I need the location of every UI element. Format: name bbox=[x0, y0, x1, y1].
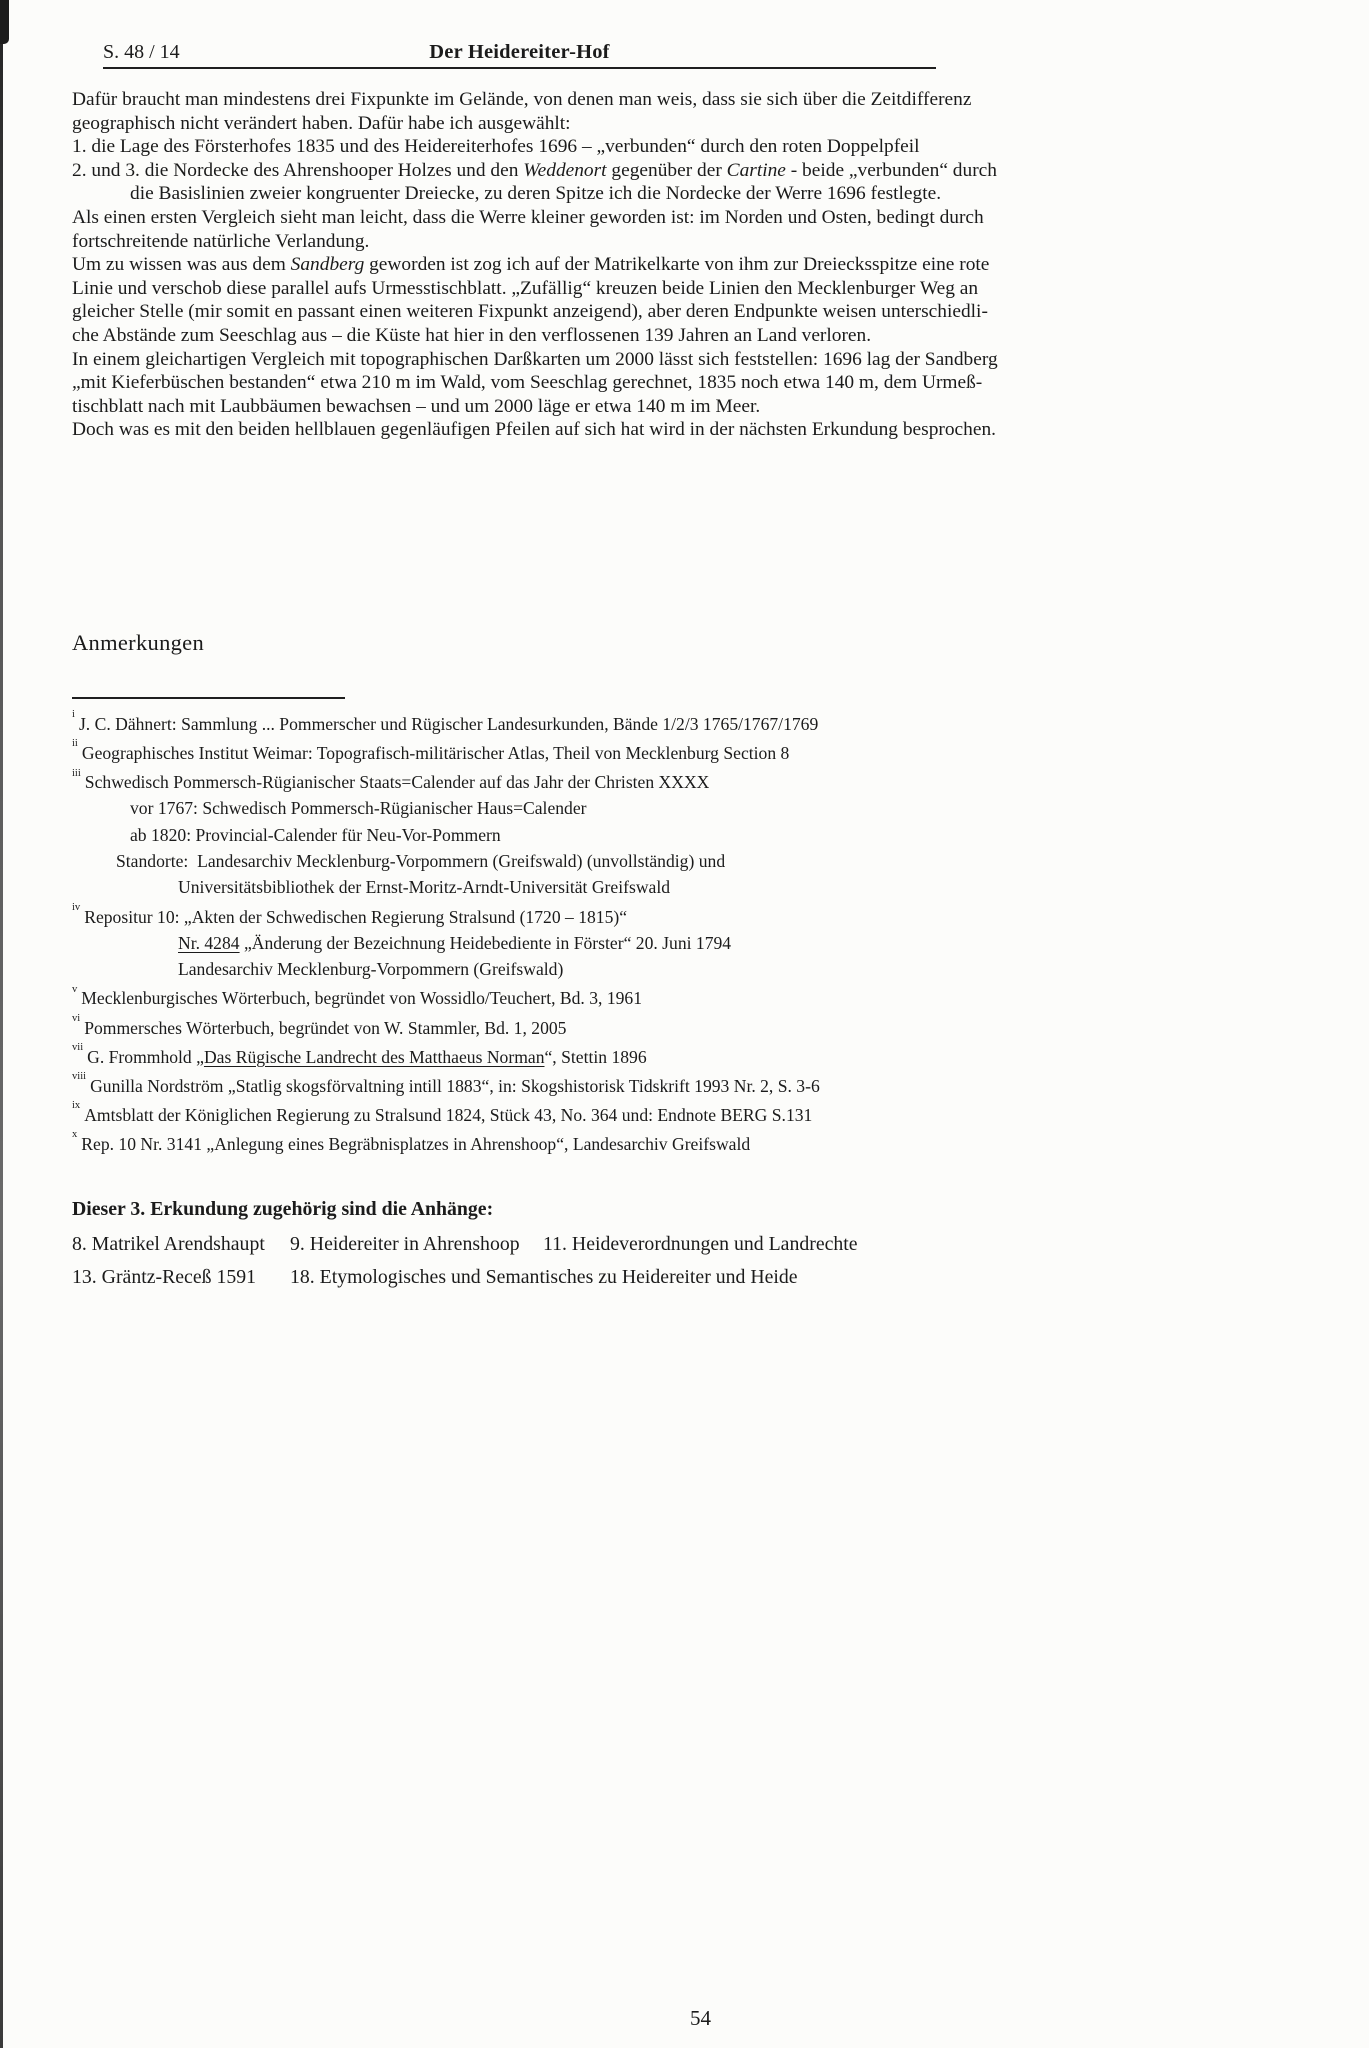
body-line bbox=[72, 182, 992, 206]
body-line bbox=[72, 348, 998, 372]
text-segment: Gunilla Nordström „Statlig skogsförvaltning intill 1883“, in: Skogshistorisk Tidskrift 1993 Nr. 2, S. 3-6 bbox=[90, 1075, 820, 1096]
appendix-item: 9. Heidereiter in Ahrenshoop bbox=[290, 1233, 520, 1255]
body-line bbox=[72, 371, 992, 395]
text-segment: Schwedisch Pommersch-Rügianischer Staats=Calender auf das Jahr der Christen XXXX bbox=[84, 772, 710, 793]
footnote-marker: iii bbox=[72, 767, 81, 779]
appendix-list bbox=[72, 1233, 992, 1289]
text-segment: vor 1767: Schwedisch Pommersch-Rügianischer Haus=Calender bbox=[130, 798, 587, 819]
text-segment: Nr. 4284 bbox=[178, 932, 240, 953]
footnote-line bbox=[72, 766, 992, 795]
text-segment: Repositur 10: „Akten der Schwedischen Regierung Stralsund (1720 – 1815)“ bbox=[84, 906, 628, 927]
annotations-heading: Anmerkungen bbox=[72, 630, 205, 655]
appendix-row bbox=[72, 1266, 992, 1289]
text-segment: Das Rügische Landrecht des Matthaeus Norman bbox=[203, 1046, 545, 1067]
text-segment: Doch was es mit den beiden hellblauen gegenläufigen Pfeilen auf sich hat wird in der nächsten Erkundung besprochen. bbox=[72, 419, 996, 441]
footnote-marker: x bbox=[72, 1129, 78, 1141]
text-segment: Weddenort bbox=[523, 159, 607, 181]
text-segment: fortschreitende natürliche Verlandung. bbox=[72, 230, 370, 252]
appendix-row bbox=[72, 1233, 992, 1256]
text-segment: “, Stettin 1896 bbox=[544, 1046, 647, 1067]
footnote-line bbox=[72, 848, 992, 874]
text-segment: geworden ist zog ich auf der Matrikelkarte von ihm zur Dreiecksspitze eine rote bbox=[364, 254, 990, 276]
footnote-line bbox=[72, 930, 992, 956]
body-line bbox=[72, 159, 997, 183]
body-line bbox=[72, 206, 992, 230]
body-line bbox=[72, 324, 992, 348]
text-segment: ab 1820: Provincial-Calender für Neu-Vor-Pommern bbox=[130, 824, 501, 845]
text-segment: „Änderung der Bezeichnung Heidebediente in Förster“ 20. Juni 1794 bbox=[239, 932, 732, 953]
body-line bbox=[72, 135, 992, 159]
appendix-heading: Dieser 3. Erkundung zugehörig sind die Anhänge: bbox=[72, 1198, 494, 1220]
footnote-line bbox=[72, 822, 992, 848]
appendix-item: 18. Etymologisches und Semantisches zu Heidereiter und Heide bbox=[290, 1266, 798, 1288]
body-line bbox=[72, 88, 992, 112]
footnote-line bbox=[72, 1041, 992, 1070]
body-line bbox=[72, 300, 992, 324]
footnote-marker: i bbox=[72, 709, 75, 721]
text-segment: Als einen ersten Vergleich sieht man leicht, dass die Werre kleiner geworden ist: im Norden und Osten, bedingt durch bbox=[72, 206, 984, 228]
page-reference: S. 48 / 14 bbox=[103, 41, 180, 63]
text-segment: In einem gleichartigen Vergleich mit topographischen Darßkarten um 2000 lässt sich feststellen: 1696 lag der Sandberg bbox=[72, 348, 998, 370]
body-line bbox=[72, 230, 992, 254]
footnote-line bbox=[72, 708, 992, 737]
text-segment: Landesarchiv Mecklenburg-Vorpommern (Greifswald) bbox=[178, 959, 564, 980]
text-segment: Mecklenburgisches Wörterbuch, begründet von Wossidlo/Teuchert, Bd. 3, 1961 bbox=[81, 988, 643, 1009]
text-segment: tischblatt nach mit Laubbäumen bewachsen – und um 2000 läge er etwa 140 m im Meer. bbox=[72, 395, 761, 417]
footnote-marker: iv bbox=[72, 901, 81, 913]
footnote-marker: viii bbox=[72, 1071, 87, 1083]
text-segment: J. C. Dähnert: Sammlung ... Pommerscher und Rügischer Landesurkunden, Bände 1/2/3 1765/1767/1769 bbox=[78, 713, 819, 734]
footnote-marker: vii bbox=[72, 1041, 84, 1053]
appendix-item: 11. Heideverordnungen und Landrechte bbox=[543, 1233, 858, 1255]
footnote-line bbox=[72, 1012, 992, 1041]
footnote-line bbox=[72, 795, 992, 821]
appendix-item: 13. Gräntz-Receß 1591 bbox=[72, 1266, 257, 1288]
appendix-item: 8. Matrikel Arendshaupt bbox=[72, 1233, 265, 1255]
page-number: 54 bbox=[690, 2006, 711, 2030]
footnote-marker: ix bbox=[72, 1100, 81, 1112]
text-segment: geographisch nicht verändert haben. Dafür habe ich ausgewählt: bbox=[72, 112, 571, 134]
text-segment: „mit Kieferbüschen bestanden“ etwa 210 m im Wald, vom Seeschlag gerechnet, 1835 noch etwa 140 m, dem Urmeß- bbox=[72, 372, 983, 394]
scan-edge-artifact bbox=[0, 0, 3, 2048]
text-segment: Standorte: Landesarchiv Mecklenburg-Vorpommern (Greifswald) (unvollständig) und bbox=[116, 851, 726, 872]
text-segment: 1. die Lage des Försterhofes 1835 und des Heidereiterhofes 1696 – „verbunden“ durch den roten Doppelpfeil bbox=[72, 136, 920, 158]
text-segment: gleicher Stelle (mir somit en passant einen weiteren Fixpunkt anzeigend), aber deren Endpunkte weisen unterschiedli- bbox=[72, 301, 988, 323]
footnote-line bbox=[72, 874, 992, 900]
body-text bbox=[72, 88, 998, 442]
text-segment: Universitätsbibliothek der Ernst-Moritz-Arndt-Universität Greifswald bbox=[178, 877, 671, 898]
footnote-marker: v bbox=[72, 983, 78, 995]
footnote-marker: ii bbox=[72, 738, 78, 750]
text-segment: Cartine bbox=[726, 159, 786, 181]
footnote-line bbox=[72, 956, 992, 982]
text-segment: Amtsblatt der Königlichen Regierung zu Stralsund 1824, Stück 43, No. 364 und: Endnote BERG S.131 bbox=[84, 1104, 813, 1125]
footnote-line bbox=[72, 737, 992, 766]
body-line bbox=[72, 253, 992, 277]
text-segment: Geographisches Institut Weimar: Topografisch-militärischer Atlas, Theil von Mecklenburg Section 8 bbox=[81, 743, 790, 764]
body-line bbox=[72, 418, 996, 442]
text-segment: Rep. 10 Nr. 3141 „Anlegung eines Begräbnisplatzes in Ahrenshoop“, Landesarchiv Greifswald bbox=[81, 1134, 751, 1155]
footnote-line bbox=[72, 1128, 992, 1157]
body-line bbox=[72, 395, 992, 419]
annotations-divider bbox=[72, 697, 345, 699]
body-line bbox=[72, 277, 992, 301]
text-segment: Linie und verschob diese parallel aufs Urmesstischblatt. „Zufällig“ kreuzen beide Linien den Mecklenburger Weg an bbox=[72, 277, 979, 299]
footnote-line bbox=[72, 1099, 992, 1128]
appendix-section bbox=[72, 1198, 992, 1289]
footnote-line bbox=[72, 982, 992, 1011]
text-segment: Sandberg bbox=[290, 254, 365, 276]
document-title: Der Heidereiter-Hof bbox=[429, 41, 610, 63]
body-line bbox=[72, 112, 992, 136]
text-segment: - beide „verbunden“ durch bbox=[785, 159, 997, 181]
scan-corner-artifact bbox=[0, 0, 9, 44]
text-segment: Pommersches Wörterbuch, begründet von W. Stammler, Bd. 1, 2005 bbox=[84, 1017, 567, 1038]
text-segment: die Basislinien zweier kongruenter Dreiecke, zu deren Spitze ich die Nordecke der Werre 1696 festlegte. bbox=[130, 183, 942, 205]
text-segment: che Abstände zum Seeschlag aus – die Küste hat hier in den verflossenen 139 Jahren an Land verloren. bbox=[72, 324, 872, 346]
footnotes-list bbox=[72, 708, 992, 1157]
text-segment: gegenüber der bbox=[606, 159, 727, 181]
text-segment: Um zu wissen was aus dem bbox=[72, 254, 291, 276]
footnote-line bbox=[72, 901, 992, 930]
page-header bbox=[103, 40, 936, 69]
text-segment: Dafür braucht man mindestens drei Fixpunkte im Gelände, von denen man weis, dass sie sich über die Zeitdifferenz bbox=[72, 89, 972, 110]
text-segment: G. Frommhold „ bbox=[87, 1046, 204, 1067]
footnote-marker: vi bbox=[72, 1012, 81, 1024]
footnote-line bbox=[72, 1070, 992, 1099]
text-segment: 2. und 3. die Nordecke des Ahrenshooper Holzes und den bbox=[72, 159, 524, 181]
